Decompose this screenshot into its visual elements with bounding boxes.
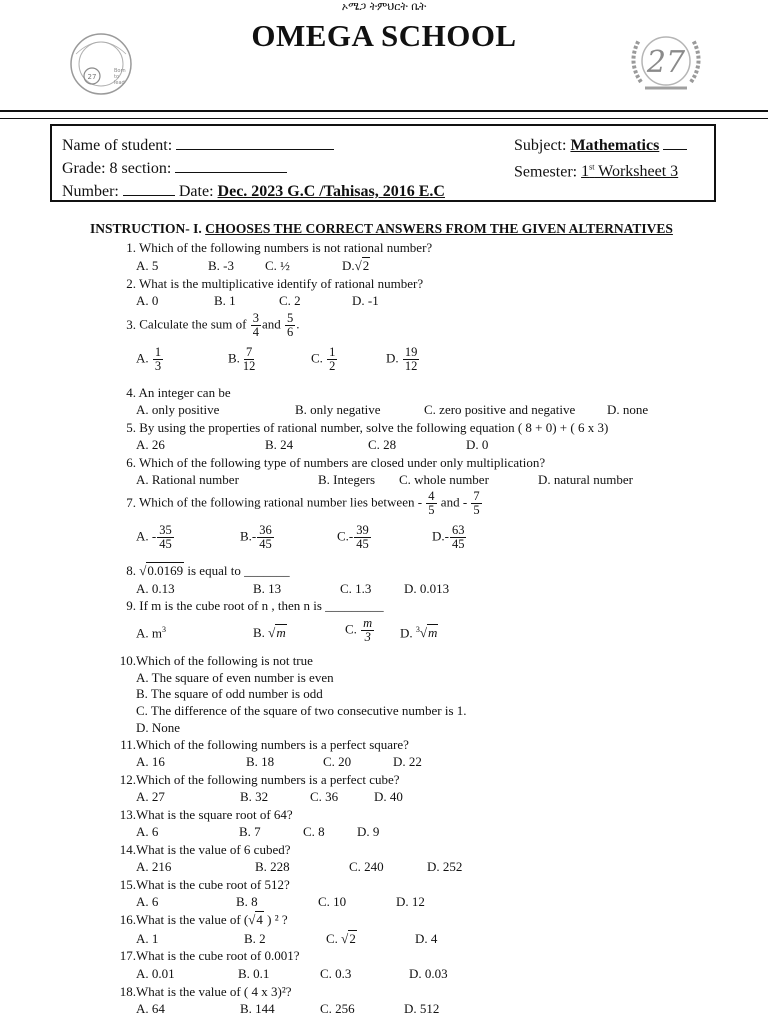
option-d[interactable]: D. -1 (352, 293, 379, 308)
option-d[interactable]: D. 4 (415, 931, 438, 946)
option-a[interactable]: A. Rational number (136, 472, 239, 487)
question-15 (112, 877, 290, 893)
option-d[interactable]: D. 0 (466, 437, 489, 452)
option-b[interactable]: B. 0.1 (238, 966, 270, 981)
question-text: Which of the following numbers is a perfect square? (136, 737, 409, 752)
question-text: What is the cube root of 512? (136, 877, 290, 892)
instruction (90, 221, 673, 237)
option-d[interactable]: D.√2 (342, 258, 370, 273)
svg-text:lead: lead (114, 80, 125, 86)
option-a[interactable]: A. 0.01 (136, 966, 175, 981)
question-8: 8. √0.0169 is equal to _______ (112, 563, 290, 579)
anniversary-number: 27 (646, 45, 686, 80)
svg-text:27: 27 (87, 73, 97, 81)
question-text: If m is the cube root of n , then n is _________ (139, 598, 384, 613)
option-b[interactable]: B. only negative (295, 402, 381, 417)
option-b[interactable]: B. 24 (265, 437, 294, 452)
option-a[interactable]: A. 1 (136, 931, 159, 946)
option-c[interactable]: C. 36 (310, 789, 339, 804)
question-10 (112, 653, 313, 669)
option-b[interactable]: B. √m (253, 625, 286, 640)
question-1 (112, 240, 432, 256)
option-d[interactable]: D. 22 (393, 754, 422, 769)
option-b[interactable]: B. 8 (236, 894, 258, 909)
option-a[interactable]: A. 27 (136, 789, 165, 804)
question-5 (112, 420, 608, 436)
question-number: 13. (119, 807, 136, 822)
option-a[interactable]: A. 16 (136, 754, 165, 769)
question-14 (112, 842, 291, 858)
question-3: 3. Calculate the sum of $\frac{3}{4}$ and $\frac{5}{6}$ . (112, 312, 300, 339)
school-title: OMEGA SCHOOL (251, 18, 517, 53)
question-text: What is the cube root of 0.001? (136, 948, 300, 963)
option-a[interactable]: A. The square of even number is even (136, 670, 334, 685)
name-label: Name of student: (62, 137, 173, 154)
subject-value: Mathematics (570, 137, 660, 154)
svg-text:to: to (114, 74, 120, 80)
grade-label: Grade: 8 section: (62, 160, 172, 177)
option-a[interactable]: A. - $\frac{35}{45}$ (136, 523, 172, 552)
question-number: 10. (119, 653, 136, 668)
question-4 (112, 385, 231, 401)
option-c[interactable]: C. 28 (368, 437, 397, 452)
option-c[interactable]: C. 0.3 (320, 966, 352, 981)
option-a[interactable]: A. only positive (136, 402, 220, 417)
question-13 (112, 807, 293, 823)
option-b[interactable]: B. 228 (255, 859, 290, 874)
semester-worksheet: Worksheet 3 (594, 163, 679, 181)
option-a[interactable]: A. 6 (136, 824, 159, 839)
question-text: What is the multiplicative identify of rational number? (139, 276, 424, 291)
option-a[interactable]: A. $\frac{1}{3}$ (136, 345, 162, 374)
question-text: Which of the following type of numbers are closed under only multiplication? (139, 455, 546, 470)
question-number: 11. (120, 737, 136, 752)
question-text: An integer can be (138, 385, 231, 400)
option-b[interactable]: B. 2 (244, 931, 266, 946)
question-text: By using the properties of rational number, solve the following equation ( 8 + 0) + ( 6 x 3) (139, 420, 609, 435)
question-16: 16.What is the value of (√4 ) ² ? (112, 912, 288, 928)
subject-label: Subject: (514, 137, 567, 154)
option-d[interactable]: D. $\frac{19}{12}$ (386, 345, 418, 374)
question-number: 9. (126, 598, 136, 613)
question-number: 18. (119, 984, 136, 999)
question-number: 7. (126, 494, 136, 510)
question-number: 14. (119, 842, 136, 857)
option-b[interactable]: B. Integers (318, 472, 376, 487)
option-c[interactable]: C. √2 (326, 931, 356, 946)
option-d[interactable]: D. 12 (396, 894, 425, 909)
question-17 (112, 948, 300, 964)
question-text: What is the value of 6 cubed? (136, 842, 291, 857)
amharic-school-name: ኦሜጋ ትምህርት ቤት (341, 0, 427, 13)
option-b[interactable]: B. 144 (240, 1001, 275, 1016)
option-d[interactable]: D. 0.013 (404, 581, 450, 596)
option-c[interactable]: C. 2 (279, 293, 301, 308)
option-b[interactable]: B. $\frac{7}{12}$ (228, 345, 256, 374)
question-number: 16. (119, 912, 136, 927)
option-d[interactable]: D. 512 (404, 1001, 440, 1016)
option-c[interactable]: C. 1.3 (340, 581, 372, 596)
question-text: What is the square root of 64? (136, 807, 293, 822)
question-text: Which of the following is not true (136, 653, 313, 668)
option-d[interactable]: D. natural number (538, 472, 633, 487)
question-number: 2. (126, 276, 136, 291)
question-text: is equal to _______ (184, 563, 290, 578)
option-c[interactable]: C. The difference of the square of two consecutive number is 1. (136, 703, 467, 718)
option-d[interactable]: D.- $\frac{63}{45}$ (432, 523, 465, 552)
instruction-text: CHOOSES THE CORRECT ANSWERS FROM THE GIVEN ALTERNATIVES (205, 221, 673, 236)
option-c[interactable]: C.- $\frac{39}{45}$ (337, 523, 369, 552)
option-a[interactable]: A. 0 (136, 293, 159, 308)
option-c[interactable]: C. 256 (320, 1001, 355, 1016)
semester-num: 1 (581, 163, 590, 181)
option-c[interactable]: C. $\frac{1}{2}$ (311, 345, 336, 374)
option-c[interactable]: C. $\frac{m}{3}$ (345, 616, 373, 645)
instruction-prefix: INSTRUCTION- I. (90, 221, 206, 236)
question-text: What is the value of ( 4 x 3)²? (136, 984, 292, 999)
date-label: Date: (178, 183, 214, 200)
question-18 (112, 984, 292, 1000)
option-d[interactable]: D. 0.03 (409, 966, 448, 981)
option-a[interactable]: A. 26 (136, 437, 165, 452)
option-c[interactable]: C. whole number (399, 472, 489, 487)
question-2 (112, 276, 423, 292)
question-number: 8. (126, 563, 136, 578)
question-number: 5. (126, 420, 136, 435)
option-c[interactable]: C. 8 (303, 824, 325, 839)
option-d[interactable]: D. none (607, 402, 649, 417)
option-a[interactable]: A. 6 (136, 894, 159, 909)
option-c[interactable]: C. 240 (349, 859, 384, 874)
question-12 (112, 772, 400, 788)
option-a[interactable]: A. 5 (136, 258, 159, 273)
question-11 (112, 737, 409, 753)
option-a[interactable]: A. 64 (136, 1001, 165, 1016)
date-value: Dec. 2023 G.C /Tahisas, 2016 E.C (217, 183, 445, 200)
option-b[interactable]: B. 18 (246, 754, 275, 769)
option-c[interactable]: C. 10 (318, 894, 347, 909)
question-text: Which of the following numbers is a perfect cube? (136, 772, 400, 787)
option-d[interactable]: D. $^3$√m (400, 625, 438, 641)
question-number: 4. (126, 385, 136, 400)
option-b[interactable]: B. 32 (240, 789, 269, 804)
svg-text:Born: Born (114, 68, 126, 74)
option-c[interactable]: C. zero positive and negative (424, 402, 576, 417)
option-b[interactable]: B. 7 (239, 824, 261, 839)
semester-sup: st (589, 163, 595, 172)
question-number: 15. (119, 877, 136, 892)
question-number: 1. (126, 240, 136, 255)
question-6 (112, 455, 545, 471)
option-d[interactable]: D. 252 (427, 859, 463, 874)
option-c[interactable]: C. ½ (265, 258, 290, 273)
option-a[interactable]: A. 0.13 (136, 581, 175, 596)
option-d[interactable]: D. 40 (374, 789, 403, 804)
option-d[interactable]: D. None (136, 720, 181, 735)
number-label: Number: (62, 183, 119, 200)
question-number: 6. (126, 455, 136, 470)
option-b[interactable]: B.- $\frac{36}{45}$ (240, 523, 272, 552)
question-number: 3. (126, 316, 136, 332)
option-a[interactable]: A. $m^3$ (136, 625, 166, 641)
option-d[interactable]: D. 9 (357, 824, 380, 839)
question-number: 12. (119, 772, 136, 787)
option-b[interactable]: B. -3 (208, 258, 234, 273)
option-b[interactable]: B. The square of odd number is odd (136, 686, 323, 701)
semester-label: Semester: (514, 163, 578, 181)
question-7: 7. Which of the following rational number lies between - $\frac{4}{5}$ and - $\frac{7}{5}$ (112, 490, 483, 517)
question-9 (112, 598, 384, 614)
option-b[interactable]: B. 1 (214, 293, 236, 308)
question-text: Which of the following numbers is not rational number? (139, 240, 433, 255)
option-b[interactable]: B. 13 (253, 581, 282, 596)
option-a[interactable]: A. 216 (136, 859, 172, 874)
question-number: 17. (119, 948, 136, 963)
option-c[interactable]: C. 20 (323, 754, 352, 769)
